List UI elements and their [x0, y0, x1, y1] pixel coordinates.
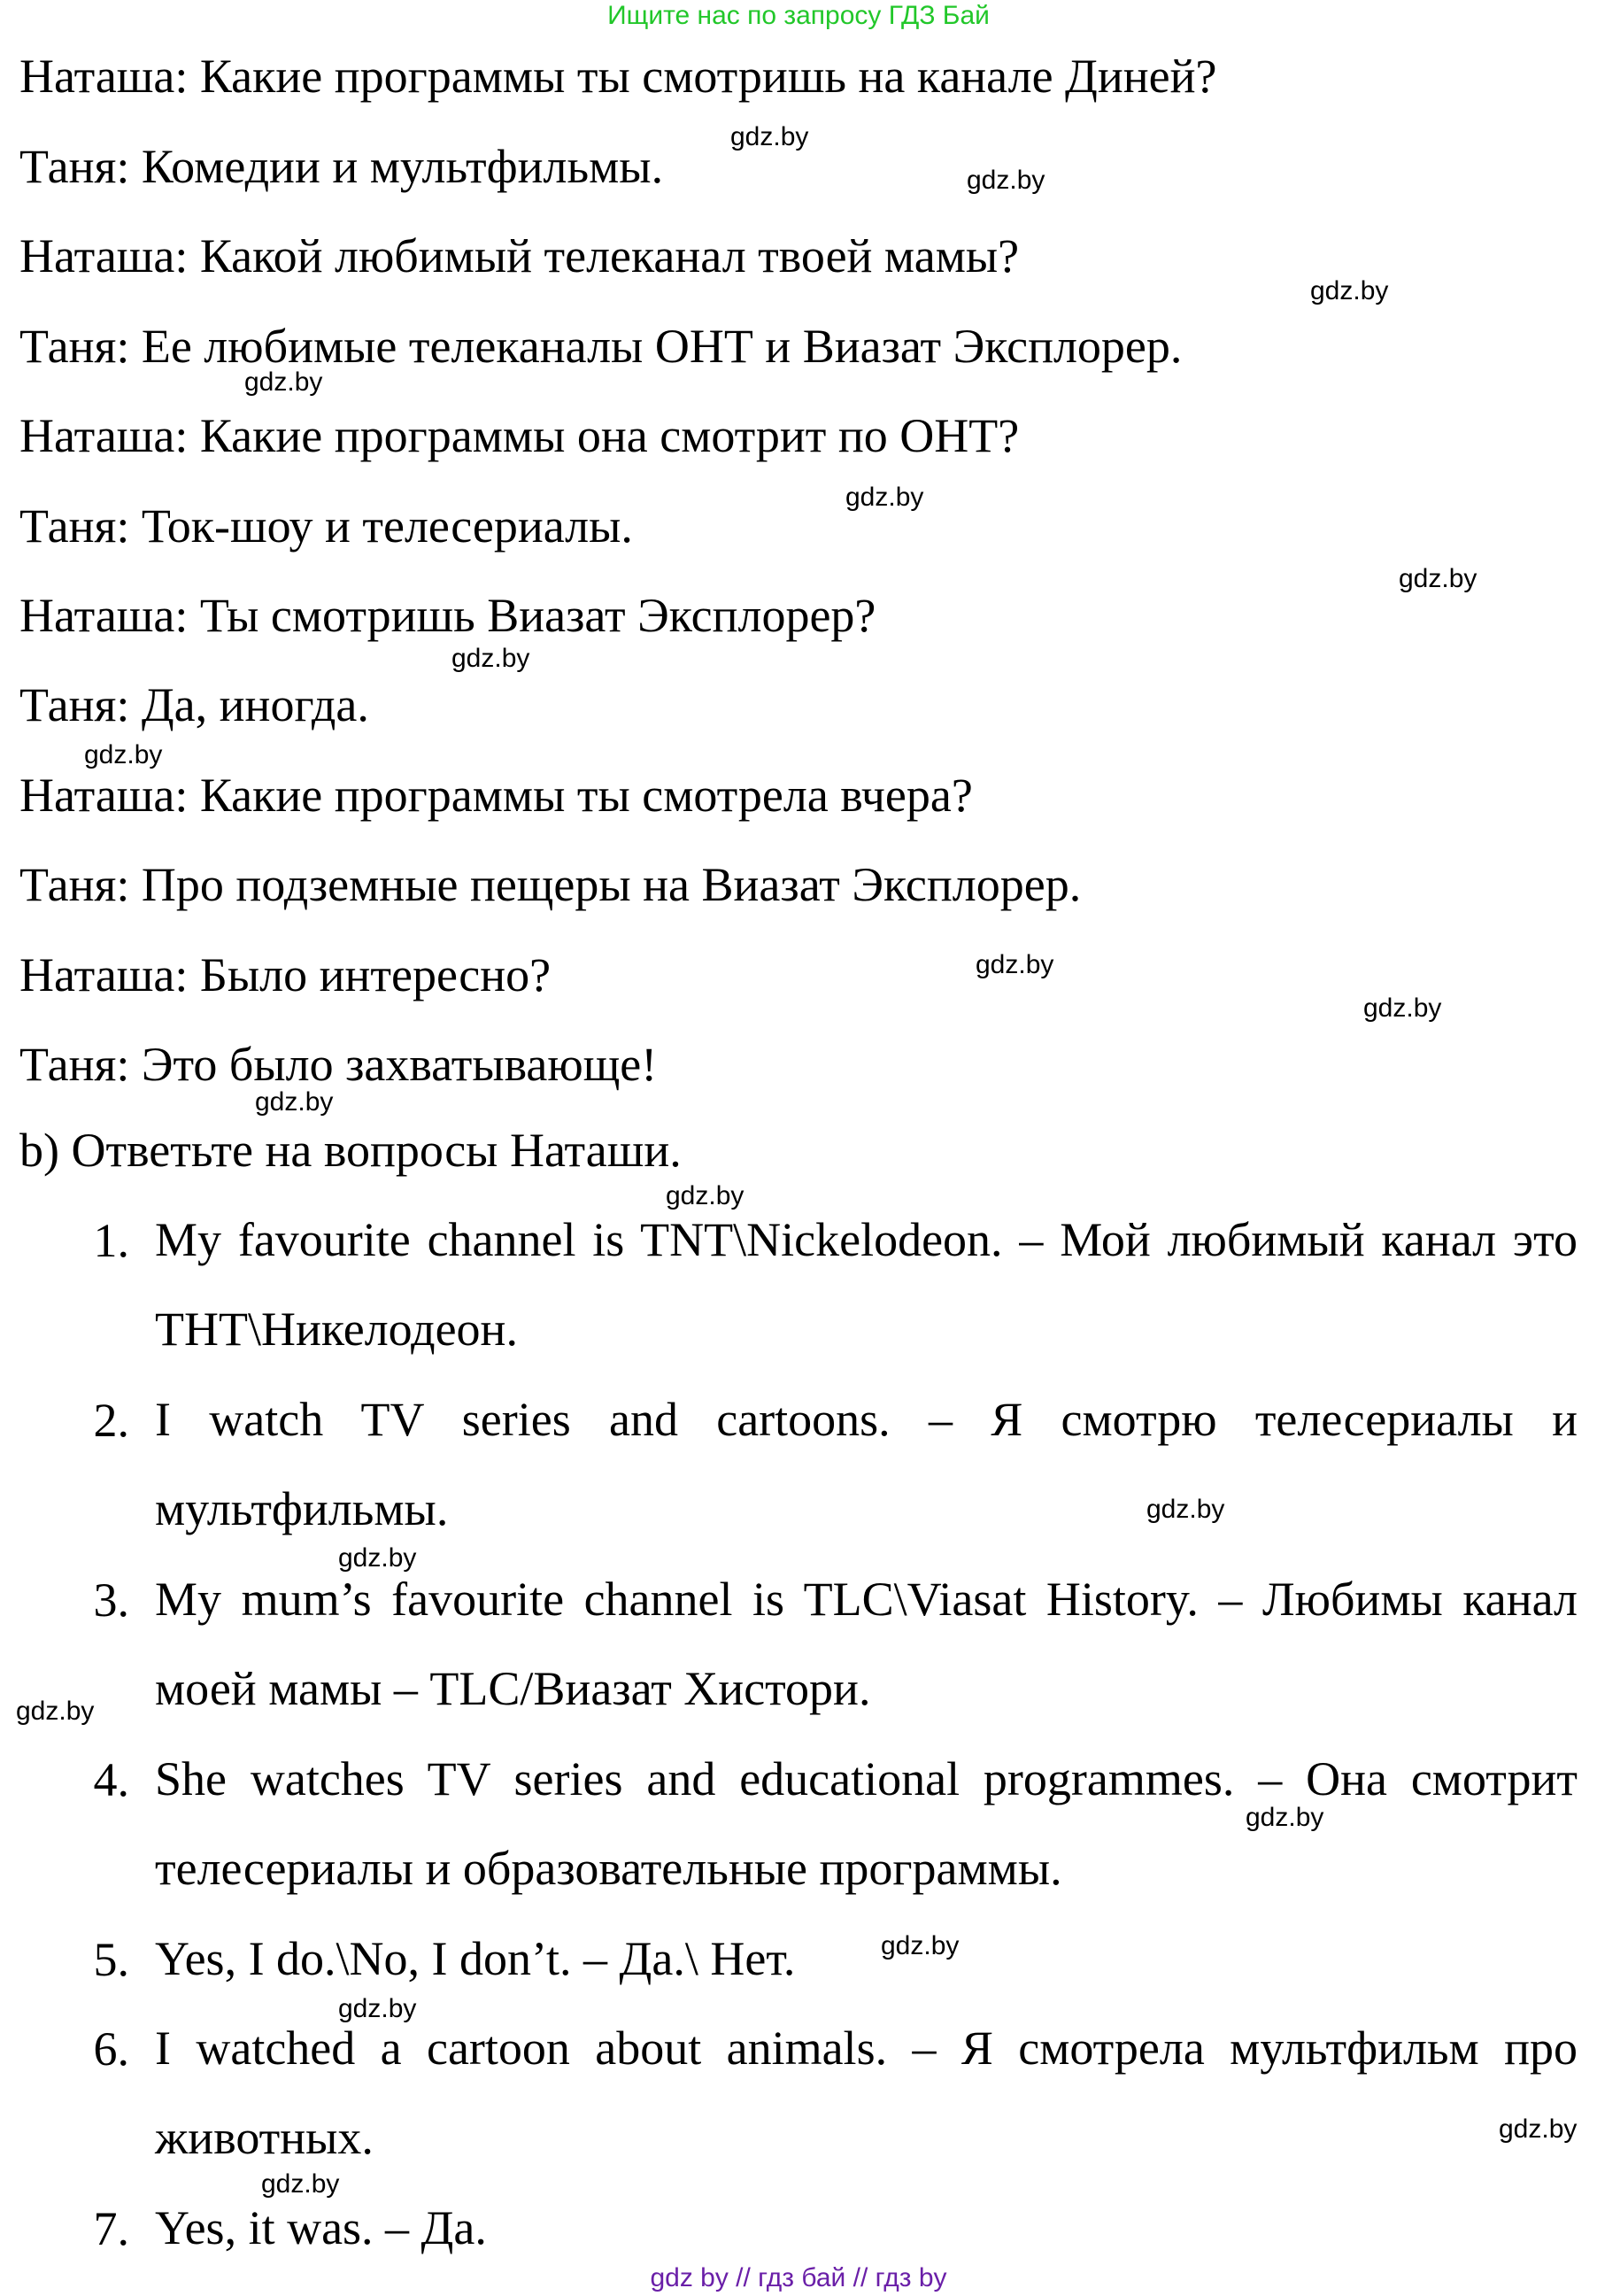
- dialogue-line: Наташа: Какие программы ты смотрела вчера?: [19, 769, 973, 822]
- item-number: 1.: [93, 1214, 129, 1267]
- item-text: I watched a cartoon about animals. – Я смотрела мультфильм про животных.: [155, 2022, 1578, 2164]
- item-text: Yes, I do.\No, I don’t. – Да.\ Нет.: [155, 1932, 796, 1985]
- item-number: 6.: [93, 2022, 129, 2076]
- dialogue-line: Таня: Ее любимые телеканалы ОНТ и Виазат Эксплорер.: [19, 320, 1183, 373]
- item-number: 5.: [93, 1933, 129, 1986]
- section-b-heading: b) Ответьте на вопросы Наташи.: [19, 1124, 682, 1177]
- item-number: 3.: [93, 1573, 129, 1627]
- watermark: gdz.by: [261, 2169, 340, 2199]
- item-text: She watches TV series and educational programmes. – Она смотрит телесериалы и образовательные программы.: [155, 1752, 1578, 1895]
- watermark: gdz.by: [730, 122, 809, 151]
- watermark: gdz.by: [451, 644, 530, 673]
- watermark: gdz.by: [338, 1543, 417, 1573]
- dialogue-line: Таня: Про подземные пещеры на Виазат Эксплорер.: [19, 858, 1082, 911]
- watermark: gdz.by: [244, 367, 323, 397]
- watermark: gdz.by: [1499, 2114, 1578, 2144]
- watermark: gdz.by: [881, 1931, 960, 1960]
- watermark: gdz.by: [976, 950, 1054, 979]
- dialogue-line: Таня: Ток-шоу и телесериалы.: [19, 499, 633, 553]
- dialogue-line: Таня: Да, иногда.: [19, 678, 369, 731]
- item-text: I watch TV series and cartoons. – Я смотрю телесериалы и мультфильмы.: [155, 1393, 1578, 1535]
- watermark: gdz.by: [666, 1181, 744, 1210]
- dialogue-line: Таня: Это было захватывающе!: [19, 1038, 658, 1091]
- item-text: My favourite channel is TNT\Nickelodeon. – Мой любимый канал это ТНТ\Никелодеон.: [155, 1213, 1578, 1356]
- item-text: Yes, it was. – Да.: [155, 2201, 487, 2254]
- watermark: gdz.by: [1246, 1803, 1324, 1832]
- watermark: gdz.by: [1399, 564, 1477, 593]
- watermark: gdz.by: [1146, 1495, 1225, 1524]
- watermark: gdz.by: [845, 483, 924, 512]
- watermark: gdz.by: [338, 1994, 417, 2023]
- item-text: My mum’s favourite channel is TLC\Viasat History. – Любимы канал моей мамы – TLC/Виазат Хистори.: [155, 1573, 1578, 1715]
- item-number: 2.: [93, 1394, 129, 1447]
- footer: gdz by // гдз бай // гдз by: [650, 2263, 947, 2292]
- item-number: 4.: [93, 1753, 129, 1806]
- watermark: gdz.by: [1310, 276, 1389, 305]
- watermark: gdz.by: [16, 1697, 95, 1726]
- dialogue-line: Наташа: Какие программы ты смотришь на канале Диней?: [19, 50, 1217, 103]
- top-banner: Ищите нас по запросу ГДЗ Бай: [607, 1, 990, 30]
- watermark: gdz.by: [255, 1087, 334, 1117]
- item-number: 7.: [93, 2202, 129, 2255]
- watermark: gdz.by: [1363, 993, 1442, 1023]
- watermark: gdz.by: [967, 166, 1045, 195]
- dialogue-line: Наташа: Ты смотришь Виазат Эксплорер?: [19, 589, 876, 642]
- dialogue-line: Наташа: Какой любимый телеканал твоей мамы?: [19, 229, 1020, 282]
- dialogue-line: Наташа: Какие программы она смотрит по ОНТ?: [19, 409, 1020, 462]
- dialogue-line: Таня: Комедии и мультфильмы.: [19, 140, 664, 193]
- watermark: gdz.by: [84, 740, 163, 769]
- dialogue-line: Наташа: Было интересно?: [19, 948, 552, 1001]
